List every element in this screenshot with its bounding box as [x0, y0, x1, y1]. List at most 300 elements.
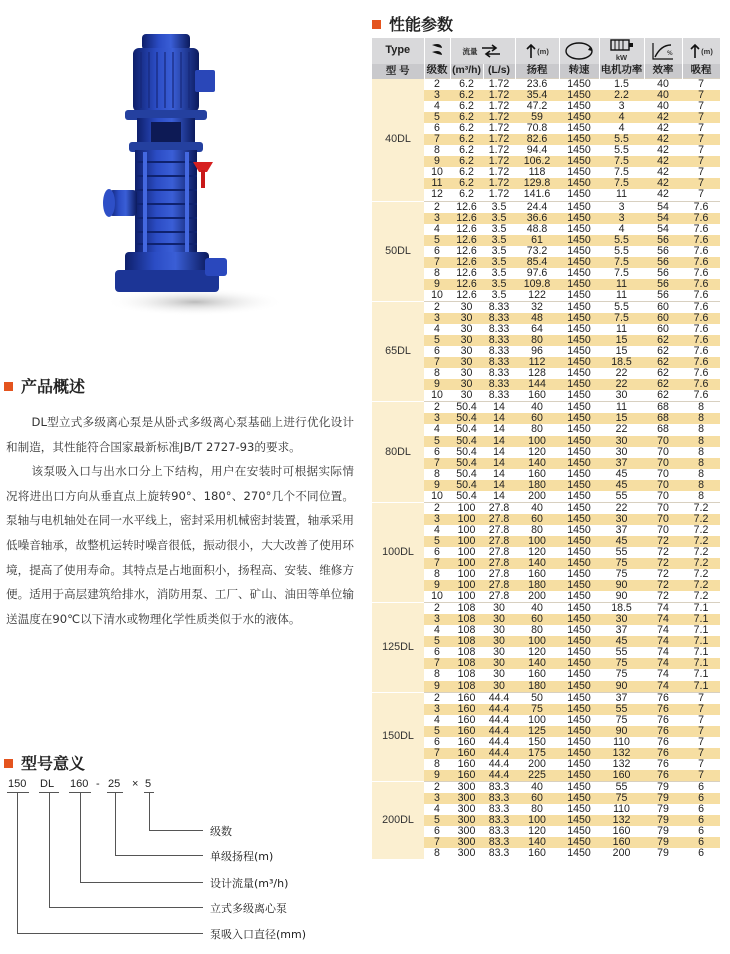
code-stages: 5: [145, 778, 152, 790]
table-cell: 30: [483, 658, 515, 669]
table-cell: 40: [515, 781, 559, 793]
table-row: [372, 658, 720, 669]
table-row: [372, 268, 720, 279]
table-cell: 11: [599, 324, 644, 335]
table-cell: 7.2: [682, 569, 720, 580]
table-cell: 300: [450, 793, 483, 804]
table-cell: 3: [599, 101, 644, 112]
table-cell: 1.72: [483, 167, 515, 178]
table-cell: 1.72: [483, 178, 515, 189]
table-cell: 30: [450, 379, 483, 390]
table-cell: 3.5: [483, 290, 515, 302]
table-cell: 160: [450, 692, 483, 704]
table-cell: 140: [515, 658, 559, 669]
table-row: [372, 480, 720, 491]
table-cell: 61: [515, 235, 559, 246]
table-cell: 54: [644, 201, 682, 213]
table-cell: 110: [599, 804, 644, 815]
table-cell: 7: [682, 748, 720, 759]
table-cell: 120: [515, 447, 559, 458]
table-cell: 79: [644, 781, 682, 793]
table-cell: 7: [682, 726, 720, 737]
table-cell: 3: [424, 413, 450, 424]
table-cell: 9: [424, 379, 450, 390]
table-cell: 1450: [559, 447, 599, 458]
table-cell: 3: [424, 313, 450, 324]
table-cell: 44.4: [483, 692, 515, 704]
table-cell: 8.33: [483, 390, 515, 402]
table-cell: 4: [424, 715, 450, 726]
table-cell: 9: [424, 580, 450, 591]
table-cell: 44.4: [483, 759, 515, 770]
table-cell: 40: [644, 101, 682, 112]
table-cell: 12.6: [450, 257, 483, 268]
table-cell: 76: [644, 770, 682, 782]
table-cell: 12.6: [450, 246, 483, 257]
table-cell: 1450: [559, 681, 599, 693]
table-row: [372, 625, 720, 636]
model-cell: 50DL: [372, 201, 424, 301]
table-cell: 1450: [559, 390, 599, 402]
table-cell: 30: [483, 614, 515, 625]
table-row: [372, 458, 720, 469]
table-cell: 72: [644, 536, 682, 547]
table-cell: 55: [599, 491, 644, 503]
table-cell: 106.2: [515, 156, 559, 167]
table-cell: 160: [450, 715, 483, 726]
table-cell: 70: [644, 502, 682, 514]
table-cell: 12.6: [450, 201, 483, 213]
table-cell: 8: [682, 402, 720, 414]
table-cell: 47.2: [515, 101, 559, 112]
table-row: [372, 156, 720, 167]
table-cell: 7: [424, 837, 450, 848]
table-cell: 1450: [559, 514, 599, 525]
table-cell: 1450: [559, 246, 599, 257]
table-cell: 122: [515, 290, 559, 302]
table-cell: 1450: [559, 647, 599, 658]
table-cell: 180: [515, 580, 559, 591]
table-cell: 10: [424, 167, 450, 178]
table-cell: 1450: [559, 848, 599, 859]
table-cell: 75: [599, 658, 644, 669]
table-cell: 40: [515, 402, 559, 414]
col-head: 扬程: [515, 64, 559, 79]
table-cell: 76: [644, 704, 682, 715]
table-cell: 100: [515, 436, 559, 447]
head-header: [515, 38, 559, 64]
table-cell: 7.5: [599, 257, 644, 268]
table-row: [372, 390, 720, 402]
table-cell: 30: [483, 603, 515, 615]
table-cell: 10: [424, 491, 450, 503]
bullet-square-icon: [372, 20, 381, 29]
table-cell: 8: [682, 447, 720, 458]
table-cell: 6.2: [450, 178, 483, 189]
table-cell: 68: [644, 402, 682, 414]
table-cell: 160: [599, 837, 644, 848]
table-row: [372, 313, 720, 324]
table-row: [372, 692, 720, 704]
table-cell: 11: [599, 189, 644, 201]
table-cell: 7.2: [682, 514, 720, 525]
table-cell: 160: [599, 770, 644, 782]
table-cell: 56: [644, 246, 682, 257]
description-paragraph-1: DL型立式多级离心泵是从卧式多级离心泵基础上进行优化设计和制造，其性能符合国家最新标准JB/T 2727-93的要求。: [6, 415, 354, 454]
table-cell: 76: [644, 759, 682, 770]
table-cell: 7.6: [682, 279, 720, 290]
table-row: [372, 90, 720, 101]
table-cell: 22: [599, 502, 644, 514]
table-cell: 7: [682, 101, 720, 112]
table-cell: 60: [644, 324, 682, 335]
table-cell: 160: [450, 737, 483, 748]
table-cell: 50.4: [450, 480, 483, 491]
table-cell: 7: [682, 178, 720, 189]
table-cell: 7.5: [599, 167, 644, 178]
table-cell: 7: [682, 189, 720, 201]
table-cell: 7: [424, 357, 450, 368]
table-cell: 55: [599, 781, 644, 793]
table-cell: 14: [483, 491, 515, 503]
table-cell: 7: [682, 90, 720, 101]
table-cell: 79: [644, 837, 682, 848]
table-cell: 5: [424, 536, 450, 547]
table-cell: 108: [450, 647, 483, 658]
table-cell: 7.2: [682, 547, 720, 558]
table-cell: 132: [599, 815, 644, 826]
table-cell: 1450: [559, 536, 599, 547]
table-cell: 94.4: [515, 145, 559, 156]
table-cell: 70: [644, 469, 682, 480]
table-cell: 2: [424, 301, 450, 313]
table-row: [372, 748, 720, 759]
table-cell: 12.6: [450, 213, 483, 224]
table-cell: 10: [424, 591, 450, 603]
table-cell: 1450: [559, 502, 599, 514]
table-cell: 175: [515, 748, 559, 759]
table-cell: 73.2: [515, 246, 559, 257]
table-cell: 44.4: [483, 704, 515, 715]
table-cell: 160: [515, 390, 559, 402]
table-row: [372, 726, 720, 737]
table-cell: 56: [644, 257, 682, 268]
table-cell: 14: [483, 458, 515, 469]
table-cell: 1450: [559, 167, 599, 178]
col-efficiency: 效率: [644, 64, 682, 79]
table-cell: 27.8: [483, 525, 515, 536]
table-cell: 7: [424, 658, 450, 669]
table-cell: 27.8: [483, 558, 515, 569]
table-cell: 1.72: [483, 189, 515, 201]
table-cell: 75: [599, 793, 644, 804]
col-model: 型 号: [372, 64, 424, 79]
table-cell: 75: [515, 704, 559, 715]
table-cell: 7: [682, 737, 720, 748]
table-cell: 30: [483, 636, 515, 647]
table-cell: 15: [599, 346, 644, 357]
table-cell: 7: [682, 145, 720, 156]
table-cell: 6.2: [450, 112, 483, 123]
table-cell: 15: [599, 335, 644, 346]
table-row: [372, 669, 720, 680]
table-row: [372, 145, 720, 156]
table-cell: 4: [424, 525, 450, 536]
table-cell: 5.5: [599, 235, 644, 246]
table-cell: 50.4: [450, 436, 483, 447]
table-cell: 76: [644, 737, 682, 748]
table-cell: 45: [599, 469, 644, 480]
table-cell: 11: [599, 290, 644, 302]
table-cell: 108: [450, 658, 483, 669]
table-row: [372, 436, 720, 447]
table-cell: 300: [450, 837, 483, 848]
table-row: [372, 379, 720, 390]
performance-table: [372, 38, 721, 860]
table-cell: 50.4: [450, 469, 483, 480]
table-cell: 1450: [559, 781, 599, 793]
table-cell: 200: [599, 848, 644, 859]
table-cell: 1450: [559, 804, 599, 815]
table-cell: 100: [450, 547, 483, 558]
table-cell: 15: [599, 413, 644, 424]
table-cell: 14: [483, 469, 515, 480]
table-cell: 6.2: [450, 123, 483, 134]
table-cell: 70: [644, 514, 682, 525]
table-cell: 7.2: [682, 525, 720, 536]
label-inlet-diameter: 泵吸入口直径(mm): [210, 928, 307, 941]
table-row: [372, 491, 720, 503]
svg-text:%: %: [667, 50, 673, 57]
overview-heading: [4, 374, 85, 397]
table-cell: 7: [682, 156, 720, 167]
table-cell: 8.33: [483, 301, 515, 313]
code-series: DL: [40, 778, 55, 790]
table-cell: 100: [515, 815, 559, 826]
table-row: [372, 213, 720, 224]
table-cell: 3: [599, 213, 644, 224]
table-row: [372, 134, 720, 145]
table-cell: 1450: [559, 79, 599, 91]
performance-title: 性能参数: [389, 15, 454, 34]
table-cell: 30: [450, 324, 483, 335]
table-cell: 74: [644, 614, 682, 625]
table-cell: 1450: [559, 692, 599, 704]
table-cell: 7.1: [682, 658, 720, 669]
table-cell: 1450: [559, 658, 599, 669]
table-cell: 79: [644, 826, 682, 837]
table-cell: 120: [515, 826, 559, 837]
table-cell: 6: [424, 123, 450, 134]
table-cell: 42: [644, 178, 682, 189]
table-cell: 18.5: [599, 603, 644, 615]
table-row: [372, 770, 720, 782]
table-cell: 7: [682, 704, 720, 715]
model-code-diagram: [0, 775, 360, 945]
table-cell: 160: [599, 826, 644, 837]
table-cell: 42: [644, 189, 682, 201]
table-row: [372, 580, 720, 591]
stage-impeller-icon: [424, 38, 450, 64]
table-cell: 7.1: [682, 625, 720, 636]
table-cell: 7.6: [682, 235, 720, 246]
table-row: [372, 257, 720, 268]
model-meaning-heading: [4, 751, 85, 774]
table-cell: 30: [599, 390, 644, 402]
table-cell: 1450: [559, 257, 599, 268]
table-cell: 128: [515, 368, 559, 379]
table-cell: 74: [644, 658, 682, 669]
pump-product-image: [95, 12, 295, 322]
table-cell: 24.4: [515, 201, 559, 213]
table-cell: 1450: [559, 636, 599, 647]
flow-header: [450, 38, 515, 64]
table-cell: 140: [515, 458, 559, 469]
table-cell: 6: [424, 647, 450, 658]
table-cell: 62: [644, 346, 682, 357]
table-cell: 7: [424, 257, 450, 268]
table-cell: 72: [644, 569, 682, 580]
table-cell: 7: [682, 759, 720, 770]
table-cell: 1450: [559, 614, 599, 625]
table-cell: 27.8: [483, 591, 515, 603]
table-cell: 76: [644, 692, 682, 704]
table-cell: 100: [450, 580, 483, 591]
table-cell: 8: [682, 491, 720, 503]
table-cell: 6.2: [450, 79, 483, 91]
table-cell: 6: [682, 848, 720, 859]
table-cell: 141.6: [515, 189, 559, 201]
table-cell: 1450: [559, 379, 599, 390]
table-cell: 60: [515, 514, 559, 525]
table-row: [372, 848, 720, 859]
table-cell: 5: [424, 815, 450, 826]
table-cell: 4: [599, 224, 644, 235]
table-cell: 70: [644, 480, 682, 491]
table-cell: 96: [515, 346, 559, 357]
table-cell: 6: [682, 815, 720, 826]
table-cell: 72: [644, 580, 682, 591]
table-cell: 160: [450, 748, 483, 759]
table-cell: 79: [644, 815, 682, 826]
table-cell: 108: [450, 625, 483, 636]
table-row: [372, 704, 720, 715]
table-cell: 22: [599, 379, 644, 390]
table-cell: 1450: [559, 335, 599, 346]
table-cell: 70.8: [515, 123, 559, 134]
table-cell: 8: [424, 469, 450, 480]
table-cell: 74: [644, 681, 682, 693]
col-flow-ls: (L/s): [483, 64, 515, 79]
performance-heading: [372, 12, 453, 35]
table-row: [372, 759, 720, 770]
table-cell: 300: [450, 815, 483, 826]
table-cell: 8: [424, 848, 450, 859]
table-cell: 6.2: [450, 167, 483, 178]
table-cell: 9: [424, 156, 450, 167]
table-row: [372, 290, 720, 302]
table-cell: 3: [424, 90, 450, 101]
table-cell: 30: [450, 346, 483, 357]
table-cell: 200: [515, 491, 559, 503]
table-cell: 72: [644, 547, 682, 558]
table-row: [372, 324, 720, 335]
table-cell: 2: [424, 502, 450, 514]
table-cell: 23.6: [515, 79, 559, 91]
model-cell: 100DL: [372, 502, 424, 602]
table-cell: 8: [682, 458, 720, 469]
table-cell: 7.1: [682, 603, 720, 615]
table-cell: 6.2: [450, 134, 483, 145]
table-cell: 70: [644, 447, 682, 458]
table-row: [372, 591, 720, 603]
table-cell: 7.5: [599, 268, 644, 279]
table-row: [372, 737, 720, 748]
table-cell: 2: [424, 692, 450, 704]
table-cell: 110: [599, 737, 644, 748]
table-cell: 80: [515, 525, 559, 536]
table-cell: 83.3: [483, 781, 515, 793]
table-cell: 1450: [559, 224, 599, 235]
table-cell: 90: [599, 591, 644, 603]
table-cell: 4: [424, 101, 450, 112]
table-cell: 60: [644, 301, 682, 313]
table-row: [372, 368, 720, 379]
table-cell: 120: [515, 547, 559, 558]
table-cell: 7: [682, 692, 720, 704]
col-stages: 级数: [424, 64, 450, 79]
table-header-icons: [372, 38, 720, 64]
table-cell: 1450: [559, 413, 599, 424]
table-cell: 7: [682, 123, 720, 134]
table-cell: 1450: [559, 569, 599, 580]
table-cell: 30: [450, 335, 483, 346]
table-row: [372, 603, 720, 615]
table-cell: 1.72: [483, 145, 515, 156]
power-unit: kW: [615, 53, 628, 63]
table-cell: 7.2: [682, 580, 720, 591]
table-cell: 3.5: [483, 201, 515, 213]
table-cell: 7.6: [682, 390, 720, 402]
table-cell: 8: [682, 480, 720, 491]
table-cell: 1450: [559, 235, 599, 246]
table-cell: 45: [599, 480, 644, 491]
table-cell: 14: [483, 480, 515, 491]
table-row: [372, 357, 720, 368]
table-cell: 80: [515, 804, 559, 815]
table-row: [372, 681, 720, 693]
table-cell: 8.33: [483, 313, 515, 324]
table-cell: 85.4: [515, 257, 559, 268]
table-cell: 7.6: [682, 357, 720, 368]
table-cell: 1450: [559, 770, 599, 782]
table-cell: 30: [599, 436, 644, 447]
table-row: [372, 793, 720, 804]
table-cell: 3.5: [483, 235, 515, 246]
table-cell: 100: [450, 502, 483, 514]
table-cell: 40: [644, 90, 682, 101]
code-head: 25: [108, 778, 121, 790]
table-cell: 42: [644, 167, 682, 178]
table-cell: 30: [450, 357, 483, 368]
table-cell: 125: [515, 726, 559, 737]
table-row: [372, 413, 720, 424]
table-cell: 1450: [559, 357, 599, 368]
table-cell: 7.2: [682, 558, 720, 569]
table-cell: 100: [450, 536, 483, 547]
table-cell: 1450: [559, 301, 599, 313]
table-cell: 180: [515, 480, 559, 491]
